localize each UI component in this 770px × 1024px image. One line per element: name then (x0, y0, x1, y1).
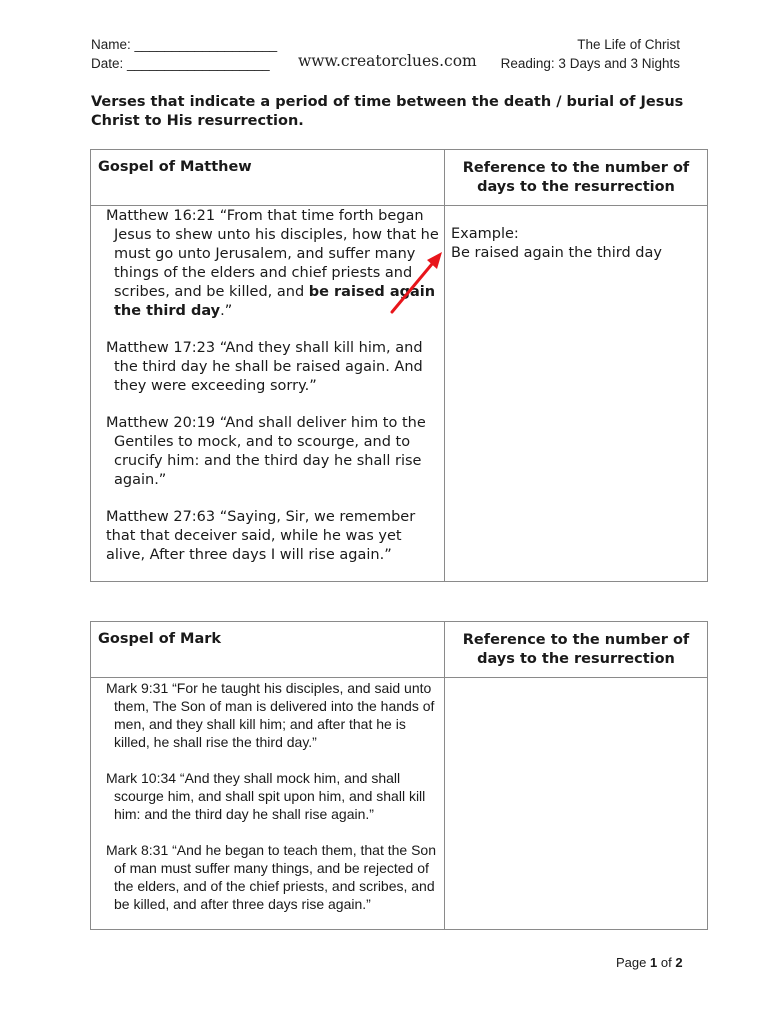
verse-matthew-17-23: Matthew 17:23 “And they shall kill him, and the third day he shall be raised again. And they were exceeding sorry.” (106, 340, 423, 394)
verse-mark-10-34: Mark 10:34 “And they shall mock him, and shall scourge him, and shall spit upon him, and shall kill him: and the third day he shall rise again.” (106, 770, 426, 822)
red-arrow-icon (380, 240, 450, 320)
doc-title: The Life of Christ (577, 37, 680, 52)
matthew-table (90, 149, 708, 582)
page-title: Verses that indicate a period of time between the death / burial of Jesus Christ to His resurrection. (91, 94, 684, 129)
verse-matthew-20-19: Matthew 20:19 “And shall deliver him to the Gentiles to mock, and to scourge, and to crucify him: and the third day he shall rise again.” (106, 415, 426, 488)
mark-ref-heading: Reference to the number of days to the resurrection (445, 622, 708, 678)
example-text: Be raised again the third day (451, 245, 662, 261)
verse-mark-9-31: Mark 9:31 “For he taught his disciples, and said unto them, The Son of man is delivered into the hands of men, and they shall kill him; and after that he is killed, he shall rise the third day.” (106, 680, 435, 750)
mark-reference-cell[interactable] (445, 678, 708, 930)
reading-subtitle: Reading: 3 Days and 3 Nights (500, 56, 680, 71)
matthew-ref-heading: Reference to the number of days to the resurrection (445, 150, 708, 206)
doc-header-right (501, 35, 680, 73)
website-url: www.creatorclues.com (298, 52, 477, 70)
mark-verses-cell (91, 678, 445, 930)
verse-matthew-16-21: Matthew 16:21 “From that time forth began Jesus to shew unto his disciples, how that he must go unto Jerusalem, and suffer many things of the elders and chief priests and scribes, and be killed, and be raised again the third day.” (106, 208, 439, 319)
verse-matthew-27-63: Matthew 27:63 “Saying, Sir, we remember that that deceiver said, while he was yet alive, After three days I will rise again.” (106, 509, 416, 563)
verse-mark-8-31: Mark 8:31 “And he began to teach them, that the Son of man must suffer many things, and be rejected of the elders, and of the chief priests, and scribes, and be killed, and after three days rise again.” (106, 842, 436, 912)
highlighted-phrase: be raised again the third day (114, 284, 436, 319)
mark-heading: Gospel of Mark (91, 622, 445, 678)
form-fields (91, 35, 277, 73)
matthew-reference-cell[interactable] (445, 206, 708, 582)
page-footer: Page 1 of 2 (616, 955, 683, 970)
date-field[interactable]: Date: ___________________ (91, 56, 270, 71)
example-label: Example: (451, 226, 519, 242)
mark-table (90, 621, 708, 930)
name-field[interactable]: Name: ___________________ (91, 37, 278, 52)
matthew-heading: Gospel of Matthew (91, 150, 445, 206)
